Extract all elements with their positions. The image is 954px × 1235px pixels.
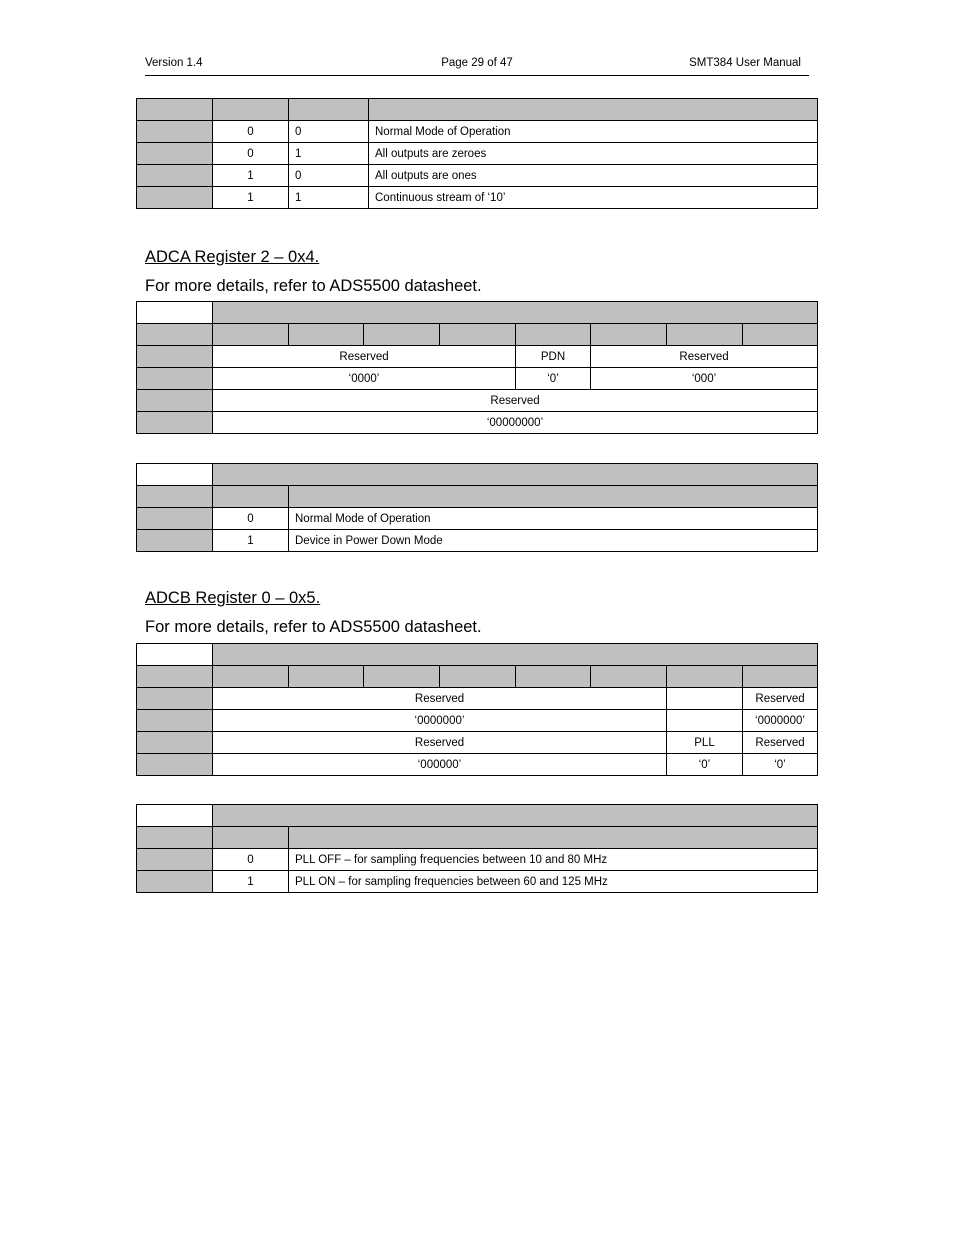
bit-value: 1: [213, 187, 289, 209]
bit-value: 1: [213, 871, 289, 893]
default-value: ‘000’: [591, 368, 818, 390]
table-row: [137, 732, 818, 754]
table-header-row: [137, 302, 818, 324]
default-value: ‘000000’: [213, 754, 667, 776]
table-row: [137, 143, 818, 165]
empty-field: [667, 710, 743, 732]
mode-description: Normal Mode of Operation: [289, 508, 818, 530]
table-header-row: [137, 644, 818, 666]
default-value: ‘00000000’: [213, 412, 818, 434]
mode-description: Continuous stream of ‘10’: [369, 187, 818, 209]
reserved-field: Reserved: [743, 688, 818, 710]
default-value: ‘0’: [516, 368, 591, 390]
bit-value: 1: [289, 187, 369, 209]
header-version: Version 1.4: [145, 57, 203, 69]
bit-value: 1: [289, 143, 369, 165]
reserved-field: Reserved: [213, 688, 667, 710]
default-value: ‘0000000’: [743, 710, 818, 732]
default-value: ‘0’: [667, 754, 743, 776]
table-row: [137, 508, 818, 530]
table-header-row: [137, 805, 818, 827]
bit-value: 0: [289, 165, 369, 187]
default-value: ‘0’: [743, 754, 818, 776]
reserved-field: Reserved: [213, 390, 818, 412]
table-row: [137, 412, 818, 434]
table-header-row: [137, 486, 818, 508]
table-row: [137, 871, 818, 893]
adcb-datasheet-note: For more details, refer to ADS5500 datasheet.: [145, 618, 482, 636]
mode-description: PLL ON – for sampling frequencies between 60 and 125 MHz: [289, 871, 818, 893]
bit-value: 0: [213, 143, 289, 165]
header-manual-title: SMT384 User Manual: [689, 57, 801, 69]
table-header-row: [137, 464, 818, 486]
table-row: [137, 121, 818, 143]
bit-value: 1: [213, 530, 289, 552]
table-row: [137, 165, 818, 187]
table-row: [137, 688, 818, 710]
bit-value: 0: [213, 508, 289, 530]
bit-value: 0: [213, 121, 289, 143]
mode-description: Device in Power Down Mode: [289, 530, 818, 552]
mode-description: All outputs are ones: [369, 165, 818, 187]
adcb-pll-table: [136, 804, 818, 893]
reserved-field: Reserved: [213, 346, 516, 368]
table-row: [137, 187, 818, 209]
table-row: [137, 368, 818, 390]
mode-description: PLL OFF – for sampling frequencies between 10 and 80 MHz: [289, 849, 818, 871]
adca-datasheet-note: For more details, refer to ADS5500 datasheet.: [145, 277, 482, 295]
table-row: [137, 849, 818, 871]
header-page-number: Page 29 of 47: [441, 57, 513, 69]
default-value: ‘0000’: [213, 368, 516, 390]
adcb-section-title: ADCB Register 0 – 0x5.: [145, 589, 321, 607]
table-header-row: [137, 827, 818, 849]
table-header-row: [137, 99, 818, 121]
bit-value: 0: [213, 849, 289, 871]
table-row: [137, 346, 818, 368]
bit-header-row: [137, 666, 818, 688]
default-value: ‘0000000’: [213, 710, 667, 732]
bit-value: 0: [289, 121, 369, 143]
adca-section-title: ADCA Register 2 – 0x4.: [145, 248, 320, 266]
adca-pdn-table: [136, 463, 818, 552]
bit-header-row: [137, 324, 818, 346]
table-row: [137, 710, 818, 732]
adcb-register-table: [136, 643, 818, 776]
empty-field: [667, 688, 743, 710]
bit-value: 1: [213, 165, 289, 187]
table-row: [137, 530, 818, 552]
mode-description: All outputs are zeroes: [369, 143, 818, 165]
output-mode-table: [136, 98, 818, 209]
adca-register-table: [136, 301, 818, 434]
pll-field: PLL: [667, 732, 743, 754]
reserved-field: Reserved: [213, 732, 667, 754]
table-row: [137, 754, 818, 776]
page-header: [145, 57, 809, 76]
reserved-field: Reserved: [591, 346, 818, 368]
reserved-field: Reserved: [743, 732, 818, 754]
mode-description: Normal Mode of Operation: [369, 121, 818, 143]
pdn-field: PDN: [516, 346, 591, 368]
table-row: [137, 390, 818, 412]
